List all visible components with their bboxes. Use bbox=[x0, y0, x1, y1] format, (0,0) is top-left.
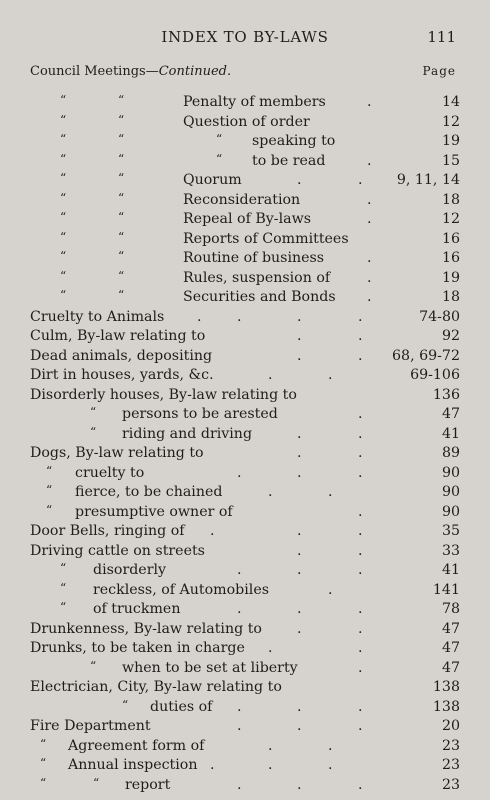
leader-dot: . bbox=[297, 718, 302, 734]
entry-text: cruelty to bbox=[75, 464, 145, 481]
ditto-mark: “ bbox=[118, 151, 125, 166]
leader-dot: . bbox=[367, 211, 372, 227]
ditto-mark: “ bbox=[118, 112, 125, 127]
entry-text: Culm, By-law relating to bbox=[30, 328, 206, 344]
ditto-mark: “ bbox=[118, 93, 125, 107]
leader-dot: . bbox=[358, 406, 363, 422]
entry-page-ref: 90 bbox=[441, 464, 460, 481]
leader-dot: . bbox=[268, 757, 273, 773]
ditto-mark: “ bbox=[46, 502, 53, 517]
entry-page-ref: 20 bbox=[441, 718, 460, 734]
entry-text: Door Bells, ringing of bbox=[30, 523, 185, 539]
index-entry bbox=[0, 405, 490, 425]
leader-dot: . bbox=[358, 347, 363, 364]
ditto-mark: “ bbox=[60, 132, 67, 146]
index-entry bbox=[0, 171, 490, 191]
entry-text: Drunks, to be taken in charge bbox=[30, 640, 245, 656]
entry-page-ref: 47 bbox=[441, 406, 460, 422]
page-column-label: Page bbox=[422, 64, 456, 78]
leader-dot: . bbox=[237, 698, 242, 715]
ditto-mark: “ bbox=[40, 736, 47, 751]
entry-page-ref: 78 bbox=[441, 601, 460, 617]
page-number: 111 bbox=[427, 28, 456, 46]
ditto-mark: “ bbox=[60, 600, 67, 614]
index-entry bbox=[0, 425, 490, 445]
index-entry bbox=[0, 366, 490, 386]
index-entry bbox=[0, 620, 490, 640]
entry-page-ref: 89 bbox=[441, 445, 460, 461]
ditto-mark: “ bbox=[216, 151, 223, 166]
index-entry bbox=[0, 464, 490, 484]
leader-dot: . bbox=[237, 308, 242, 325]
entry-page-ref: 90 bbox=[441, 503, 460, 520]
entry-text: Disorderly houses, By-law relating to bbox=[30, 386, 297, 403]
leader-dot: . bbox=[358, 718, 363, 734]
index-entry bbox=[0, 152, 490, 172]
leader-dot: . bbox=[237, 776, 242, 793]
leader-dot: . bbox=[268, 367, 273, 383]
entry-text: riding and driving bbox=[122, 425, 253, 442]
entry-text: Driving cattle on streets bbox=[30, 542, 205, 559]
leader-dot: . bbox=[358, 640, 363, 656]
leader-dot: . bbox=[237, 464, 242, 481]
index-entry bbox=[0, 347, 490, 367]
entry-text: presumptive owner of bbox=[75, 503, 233, 520]
leader-dot: . bbox=[358, 503, 363, 520]
entry-page-ref: 92 bbox=[441, 328, 460, 344]
ditto-mark: “ bbox=[60, 288, 67, 302]
section-subhead bbox=[30, 64, 456, 82]
entry-page-ref: 9, 11, 14 bbox=[396, 172, 460, 188]
entry-page-ref: 16 bbox=[441, 230, 460, 247]
leader-dot: . bbox=[297, 620, 302, 637]
ditto-mark: “ bbox=[93, 775, 100, 790]
entry-page-ref: 35 bbox=[441, 523, 460, 539]
entry-page-ref: 19 bbox=[441, 269, 460, 286]
leader-dot: . bbox=[297, 425, 302, 442]
leader-dot: . bbox=[328, 581, 333, 598]
entry-text: Reports of Committees bbox=[183, 230, 349, 247]
index-entry bbox=[0, 698, 490, 718]
leader-dot: . bbox=[328, 367, 333, 383]
index-entries bbox=[0, 93, 490, 795]
entry-page-ref: 74-80 bbox=[419, 308, 460, 325]
entry-text: fierce, to be chained bbox=[75, 484, 223, 500]
entry-page-ref: 41 bbox=[441, 562, 460, 578]
index-entry bbox=[0, 600, 490, 620]
leader-dot: . bbox=[197, 308, 202, 325]
leader-dot: . bbox=[358, 445, 363, 461]
entry-page-ref: 18 bbox=[441, 289, 460, 305]
leader-dot: . bbox=[297, 464, 302, 481]
entry-text: to be read bbox=[252, 152, 326, 169]
ditto-mark: “ bbox=[118, 190, 125, 205]
index-entry bbox=[0, 113, 490, 133]
leader-dot: . bbox=[297, 172, 302, 188]
entry-text: Cruelty to Animals bbox=[30, 308, 165, 325]
leader-dot: . bbox=[367, 289, 372, 305]
leader-dot: . bbox=[237, 562, 242, 578]
ditto-mark: “ bbox=[60, 249, 67, 263]
leader-dot: . bbox=[358, 328, 363, 344]
entry-text: duties of bbox=[150, 698, 213, 715]
entry-text: when to be set at liberty bbox=[122, 659, 298, 676]
entry-page-ref: 47 bbox=[441, 659, 460, 676]
entry-page-ref: 47 bbox=[441, 620, 460, 637]
leader-dot: . bbox=[367, 269, 372, 286]
leader-dot: . bbox=[297, 523, 302, 539]
entry-page-ref: 23 bbox=[441, 776, 460, 793]
section-heading bbox=[30, 64, 231, 79]
entry-text: Dead animals, depositing bbox=[30, 347, 213, 364]
leader-dot: . bbox=[358, 425, 363, 442]
leader-dot: . bbox=[358, 172, 363, 188]
leader-dot: . bbox=[297, 601, 302, 617]
ditto-mark: “ bbox=[60, 190, 67, 205]
entry-page-ref: 69-106 bbox=[410, 367, 460, 383]
entry-page-ref: 47 bbox=[441, 640, 460, 656]
entry-text: Repeal of By-laws bbox=[183, 211, 312, 227]
ditto-mark: “ bbox=[118, 171, 125, 185]
ditto-mark: “ bbox=[90, 424, 97, 439]
index-entry bbox=[0, 737, 490, 757]
index-entry bbox=[0, 542, 490, 562]
entry-page-ref: 16 bbox=[441, 250, 460, 266]
leader-dot: . bbox=[210, 757, 215, 773]
ditto-mark: “ bbox=[46, 483, 53, 497]
entry-text: Reconsideration bbox=[183, 191, 301, 208]
index-entry bbox=[0, 210, 490, 230]
index-entry bbox=[0, 230, 490, 250]
ditto-mark: “ bbox=[40, 756, 47, 770]
index-entry bbox=[0, 678, 490, 698]
entry-page-ref: 141 bbox=[432, 581, 460, 598]
index-entry bbox=[0, 308, 490, 328]
ditto-mark: “ bbox=[90, 658, 97, 673]
index-entry bbox=[0, 288, 490, 308]
leader-dot: . bbox=[367, 94, 372, 110]
ditto-mark: “ bbox=[118, 268, 125, 283]
section-name: Council Meetings— bbox=[30, 64, 159, 79]
leader-dot: . bbox=[367, 191, 372, 208]
entry-text: Penalty of members bbox=[183, 94, 326, 110]
leader-dot: . bbox=[268, 484, 273, 500]
ditto-mark: “ bbox=[46, 463, 53, 478]
index-entry bbox=[0, 386, 490, 406]
leader-dot: . bbox=[358, 620, 363, 637]
entry-text: Agreement form of bbox=[68, 737, 205, 754]
leader-dot: . bbox=[358, 562, 363, 578]
entry-page-ref: 12 bbox=[441, 211, 460, 227]
entry-page-ref: 12 bbox=[441, 113, 460, 130]
ditto-mark: “ bbox=[60, 112, 67, 127]
index-entry bbox=[0, 327, 490, 347]
ditto-mark: “ bbox=[118, 288, 125, 302]
leader-dot: . bbox=[297, 542, 302, 559]
ditto-mark: “ bbox=[118, 132, 125, 146]
leader-dot: . bbox=[297, 328, 302, 344]
page-title: INDEX TO BY-LAWS bbox=[161, 28, 329, 46]
leader-dot: . bbox=[367, 250, 372, 266]
ditto-mark: “ bbox=[60, 171, 67, 185]
index-entry bbox=[0, 717, 490, 737]
ditto-mark: “ bbox=[118, 210, 125, 224]
entry-page-ref: 90 bbox=[441, 484, 460, 500]
ditto-mark: “ bbox=[216, 132, 223, 146]
index-entry bbox=[0, 776, 490, 796]
ditto-mark: “ bbox=[60, 561, 67, 575]
leader-dot: . bbox=[210, 523, 215, 539]
leader-dot: . bbox=[358, 601, 363, 617]
leader-dot: . bbox=[237, 718, 242, 734]
index-entry bbox=[0, 93, 490, 113]
entry-text: reckless, of Automobiles bbox=[93, 581, 269, 598]
entry-text: disorderly bbox=[93, 562, 167, 578]
leader-dot: . bbox=[328, 484, 333, 500]
entry-text: Dirt in houses, yards, &c. bbox=[30, 367, 214, 383]
entry-text: of truckmen bbox=[93, 601, 181, 617]
ditto-mark: “ bbox=[60, 268, 67, 283]
leader-dot: . bbox=[297, 308, 302, 325]
index-entry bbox=[0, 503, 490, 523]
ditto-mark: “ bbox=[60, 229, 67, 244]
entry-text: speaking to bbox=[252, 133, 336, 149]
leader-dot: . bbox=[358, 698, 363, 715]
entry-page-ref: 19 bbox=[441, 133, 460, 149]
entry-page-ref: 33 bbox=[441, 542, 460, 559]
leader-dot: . bbox=[358, 776, 363, 793]
entry-page-ref: 138 bbox=[432, 679, 460, 695]
entry-page-ref: 14 bbox=[441, 94, 460, 110]
entry-page-ref: 138 bbox=[432, 698, 460, 715]
running-header bbox=[0, 26, 490, 48]
ditto-mark: “ bbox=[40, 775, 47, 790]
leader-dot: . bbox=[297, 562, 302, 578]
leader-dot: . bbox=[358, 523, 363, 539]
index-entry bbox=[0, 659, 490, 679]
index-entry bbox=[0, 191, 490, 211]
leader-dot: . bbox=[367, 152, 372, 169]
section-continued: Continued. bbox=[158, 64, 232, 79]
leader-dot: . bbox=[358, 308, 363, 325]
leader-dot: . bbox=[268, 737, 273, 754]
ditto-mark: “ bbox=[60, 210, 67, 224]
index-entry bbox=[0, 561, 490, 581]
leader-dot: . bbox=[358, 464, 363, 481]
index-entry bbox=[0, 269, 490, 289]
ditto-mark: “ bbox=[118, 249, 125, 263]
ditto-mark: “ bbox=[118, 229, 125, 244]
ditto-mark: “ bbox=[60, 151, 67, 166]
entry-text: Routine of business bbox=[183, 250, 325, 266]
ditto-mark: “ bbox=[60, 93, 67, 107]
entry-text: Annual inspection bbox=[68, 757, 198, 773]
index-entry bbox=[0, 639, 490, 659]
leader-dot: . bbox=[358, 542, 363, 559]
entry-page-ref: 23 bbox=[441, 757, 460, 773]
index-entry bbox=[0, 522, 490, 542]
leader-dot: . bbox=[328, 737, 333, 754]
entry-page-ref: 41 bbox=[441, 425, 460, 442]
entry-text: report bbox=[125, 776, 171, 793]
entry-text: persons to be arested bbox=[122, 406, 278, 422]
ditto-mark: “ bbox=[60, 580, 67, 595]
entry-text: Fire Department bbox=[30, 718, 151, 734]
index-entry bbox=[0, 444, 490, 464]
leader-dot: . bbox=[297, 347, 302, 364]
entry-text: Drunkenness, By-law relating to bbox=[30, 620, 262, 637]
leader-dot: . bbox=[297, 698, 302, 715]
entry-page-ref: 18 bbox=[441, 191, 460, 208]
entry-page-ref: 23 bbox=[441, 737, 460, 754]
leader-dot: . bbox=[297, 445, 302, 461]
entry-page-ref: 136 bbox=[432, 386, 460, 403]
leader-dot: . bbox=[297, 776, 302, 793]
entry-text: Rules, suspension of bbox=[183, 269, 331, 286]
entry-page-ref: 15 bbox=[441, 152, 460, 169]
entry-text: Question of order bbox=[183, 113, 310, 130]
leader-dot: . bbox=[237, 601, 242, 617]
leader-dot: . bbox=[358, 659, 363, 676]
index-entry bbox=[0, 132, 490, 152]
leader-dot: . bbox=[268, 640, 273, 656]
leader-dot: . bbox=[328, 757, 333, 773]
ditto-mark: “ bbox=[90, 405, 97, 419]
entry-page-ref: 68, 69-72 bbox=[392, 347, 460, 364]
entry-text: Securities and Bonds bbox=[183, 289, 336, 305]
index-entry bbox=[0, 249, 490, 269]
index-entry bbox=[0, 483, 490, 503]
entry-text: Electrician, City, By-law relating to bbox=[30, 679, 282, 695]
entry-text: Quorum bbox=[183, 172, 242, 188]
ditto-mark: “ bbox=[122, 697, 129, 712]
entry-text: Dogs, By-law relating to bbox=[30, 445, 204, 461]
index-entry bbox=[0, 756, 490, 776]
index-entry bbox=[0, 581, 490, 601]
